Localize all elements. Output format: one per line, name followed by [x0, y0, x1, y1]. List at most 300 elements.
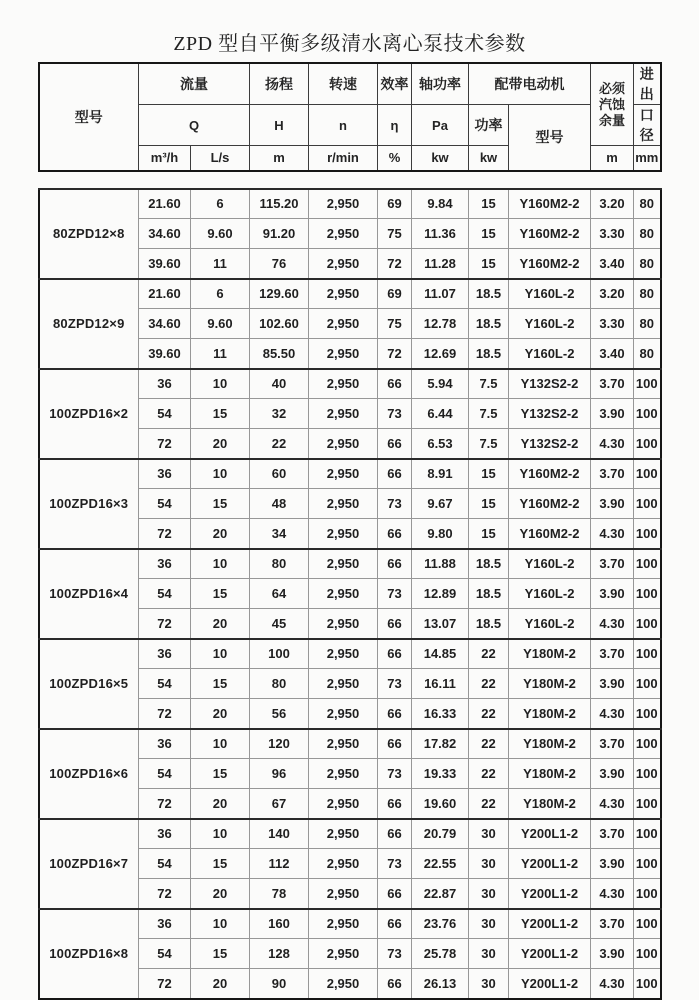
- data-cell: 36: [139, 909, 191, 939]
- data-cell: 30: [469, 969, 509, 999]
- data-cell: 85.50: [250, 339, 309, 369]
- data-cell: 160: [250, 909, 309, 939]
- data-cell: 22: [469, 729, 509, 759]
- data-cell: 3.70: [591, 909, 634, 939]
- data-cell: 9.60: [191, 219, 250, 249]
- data-cell: 100: [634, 819, 661, 849]
- data-cell: 18.5: [469, 579, 509, 609]
- data-cell: 100: [634, 399, 661, 429]
- data-cell: 2,950: [309, 549, 378, 579]
- data-cell: 72: [139, 519, 191, 549]
- data-cell: 20: [191, 789, 250, 819]
- data-cell: 3.70: [591, 369, 634, 399]
- data-cell: 4.30: [591, 429, 634, 459]
- data-cell: Y200L1-2: [509, 849, 591, 879]
- data-cell: 34: [250, 519, 309, 549]
- data-cell: 100: [634, 909, 661, 939]
- data-cell: 80: [634, 279, 661, 309]
- data-cell: 39.60: [139, 339, 191, 369]
- data-cell: 100: [634, 879, 661, 909]
- data-cell: 2,950: [309, 249, 378, 279]
- data-cell: 22: [250, 429, 309, 459]
- data-cell: 15: [191, 399, 250, 429]
- pump-model-cell: 100ZPD16×7: [39, 819, 139, 909]
- data-cell: 11.88: [412, 549, 469, 579]
- data-cell: 36: [139, 729, 191, 759]
- data-cell: 3.70: [591, 549, 634, 579]
- data-cell: Y200L1-2: [509, 819, 591, 849]
- header-cell-head-symbol: H: [250, 105, 309, 146]
- data-cell: Y180M-2: [509, 729, 591, 759]
- data-cell: 100: [634, 609, 661, 639]
- data-cell: 100: [634, 369, 661, 399]
- data-cell: Y180M-2: [509, 669, 591, 699]
- data-cell: 73: [378, 489, 412, 519]
- header-cell-port-line1: 进出: [634, 63, 661, 105]
- data-cell: 21.60: [139, 189, 191, 219]
- data-cell: 100: [634, 939, 661, 969]
- data-cell: 66: [378, 699, 412, 729]
- table-row: [39, 369, 661, 399]
- table-row: [39, 459, 661, 489]
- data-cell: 9.80: [412, 519, 469, 549]
- data-cell: 2,950: [309, 729, 378, 759]
- data-cell: 18.5: [469, 609, 509, 639]
- data-cell: 2,950: [309, 489, 378, 519]
- data-cell: 36: [139, 639, 191, 669]
- data-cell: 18.5: [469, 279, 509, 309]
- data-cell: 9.60: [191, 309, 250, 339]
- data-cell: 4.30: [591, 789, 634, 819]
- header-cell-unit-pct: %: [378, 146, 412, 171]
- data-cell: 2,950: [309, 639, 378, 669]
- data-cell: 5.94: [412, 369, 469, 399]
- header-cell-head: 扬程: [250, 63, 309, 105]
- data-cell: 2,950: [309, 459, 378, 489]
- data-cell: 15: [191, 579, 250, 609]
- header-cell-unit-mm: mm: [634, 146, 661, 171]
- data-cell: 36: [139, 819, 191, 849]
- data-cell: 54: [139, 669, 191, 699]
- data-cell: 15: [469, 459, 509, 489]
- data-cell: 10: [191, 549, 250, 579]
- data-cell: 2,950: [309, 969, 378, 999]
- pump-model-cell: 100ZPD16×2: [39, 369, 139, 459]
- data-cell: 102.60: [250, 309, 309, 339]
- data-cell: 18.5: [469, 549, 509, 579]
- data-cell: 2,950: [309, 189, 378, 219]
- data-cell: 72: [139, 609, 191, 639]
- table-row: [39, 189, 661, 219]
- data-cell: 2,950: [309, 369, 378, 399]
- pump-model-cell: 100ZPD16×3: [39, 459, 139, 549]
- data-cell: 54: [139, 849, 191, 879]
- header-cell-model: 型号: [39, 63, 139, 171]
- data-cell: 13.07: [412, 609, 469, 639]
- data-cell: 2,950: [309, 309, 378, 339]
- data-cell: 4.30: [591, 609, 634, 639]
- data-cell: 12.89: [412, 579, 469, 609]
- header-cell-unit-m: m: [250, 146, 309, 171]
- data-cell: 7.5: [469, 429, 509, 459]
- data-cell: 129.60: [250, 279, 309, 309]
- data-cell: 20: [191, 429, 250, 459]
- data-cell: 3.40: [591, 339, 634, 369]
- data-cell: 22: [469, 639, 509, 669]
- data-cell: 10: [191, 729, 250, 759]
- data-cell: 11: [191, 339, 250, 369]
- table-row: [39, 639, 661, 669]
- pump-model-cell: 100ZPD16×5: [39, 639, 139, 729]
- data-cell: 2,950: [309, 939, 378, 969]
- data-cell: 3.70: [591, 819, 634, 849]
- data-cell: 22: [469, 759, 509, 789]
- data-cell: 18.5: [469, 309, 509, 339]
- data-cell: 3.20: [591, 279, 634, 309]
- data-cell: 19.60: [412, 789, 469, 819]
- header-cell-motor-model: 型号: [509, 105, 591, 171]
- data-cell: 7.5: [469, 369, 509, 399]
- header-row-1: [39, 63, 661, 105]
- header-cell-efficiency-symbol: η: [378, 105, 412, 146]
- data-cell: 4.30: [591, 969, 634, 999]
- table-row: [39, 279, 661, 309]
- data-cell: Y160L-2: [509, 339, 591, 369]
- header-cell-unit-kw-motor: kw: [469, 146, 509, 171]
- data-cell: 45: [250, 609, 309, 639]
- data-cell: 30: [469, 939, 509, 969]
- data-cell: 80: [634, 249, 661, 279]
- header-cell-motor: 配带电动机: [469, 63, 591, 105]
- data-cell: 66: [378, 609, 412, 639]
- data-cell: 16.11: [412, 669, 469, 699]
- data-cell: Y200L1-2: [509, 909, 591, 939]
- data-cell: 15: [191, 489, 250, 519]
- header-cell-speed-symbol: n: [309, 105, 378, 146]
- data-cell: 10: [191, 639, 250, 669]
- data-cell: Y160L-2: [509, 309, 591, 339]
- data-cell: 3.70: [591, 459, 634, 489]
- data-cell: Y160L-2: [509, 549, 591, 579]
- data-cell: 20: [191, 519, 250, 549]
- data-cell: 2,950: [309, 699, 378, 729]
- data-cell: 7.5: [469, 399, 509, 429]
- data-cell: 72: [139, 789, 191, 819]
- data-cell: 11.07: [412, 279, 469, 309]
- data-cell: 100: [634, 849, 661, 879]
- data-cell: 3.90: [591, 399, 634, 429]
- data-cell: 10: [191, 369, 250, 399]
- data-cell: Y180M-2: [509, 789, 591, 819]
- data-cell: 54: [139, 759, 191, 789]
- data-cell: 80: [250, 549, 309, 579]
- data-cell: 22: [469, 789, 509, 819]
- data-cell: Y160L-2: [509, 579, 591, 609]
- data-cell: Y132S2-2: [509, 369, 591, 399]
- data-cell: 100: [634, 549, 661, 579]
- data-cell: 54: [139, 939, 191, 969]
- table-row: [39, 819, 661, 849]
- data-cell: 34.60: [139, 219, 191, 249]
- data-cell: 18.5: [469, 339, 509, 369]
- data-cell: 4.30: [591, 519, 634, 549]
- data-cell: 80: [634, 189, 661, 219]
- data-cell: 25.78: [412, 939, 469, 969]
- data-cell: 9.84: [412, 189, 469, 219]
- data-cell: 40: [250, 369, 309, 399]
- data-cell: 30: [469, 909, 509, 939]
- data-cell: 75: [378, 309, 412, 339]
- data-cell: 66: [378, 729, 412, 759]
- data-cell: 100: [634, 699, 661, 729]
- data-cell: 80: [634, 219, 661, 249]
- data-cell: 100: [634, 429, 661, 459]
- data-cell: 11: [191, 249, 250, 279]
- data-cell: Y160M2-2: [509, 489, 591, 519]
- data-cell: 15: [469, 249, 509, 279]
- data-cell: 15: [469, 519, 509, 549]
- data-cell: 2,950: [309, 219, 378, 249]
- data-cell: 66: [378, 909, 412, 939]
- data-cell: 120: [250, 729, 309, 759]
- data-cell: 128: [250, 939, 309, 969]
- data-cell: 3.70: [591, 639, 634, 669]
- page-title: ZPD 型自平衡多级清水离心泵技术参数: [173, 33, 526, 55]
- data-cell: 4.30: [591, 699, 634, 729]
- data-cell: 21.60: [139, 279, 191, 309]
- data-cell: 48: [250, 489, 309, 519]
- header-cell-unit-npsh-m: m: [591, 146, 634, 171]
- data-cell: 73: [378, 939, 412, 969]
- data-cell: 36: [139, 549, 191, 579]
- data-cell: 2,950: [309, 579, 378, 609]
- data-cell: 2,950: [309, 819, 378, 849]
- data-cell: 2,950: [309, 399, 378, 429]
- data-cell: 3.20: [591, 189, 634, 219]
- header-cell-efficiency: 效率: [378, 63, 412, 105]
- data-cell: 100: [634, 759, 661, 789]
- data-cell: Y180M-2: [509, 639, 591, 669]
- data-cell: 20.79: [412, 819, 469, 849]
- data-cell: 6.53: [412, 429, 469, 459]
- data-cell: 20: [191, 879, 250, 909]
- pump-model-cell: 100ZPD16×6: [39, 729, 139, 819]
- data-cell: 56: [250, 699, 309, 729]
- data-cell: 3.90: [591, 849, 634, 879]
- data-cell: 32: [250, 399, 309, 429]
- data-cell: 66: [378, 969, 412, 999]
- table-row: [39, 909, 661, 939]
- data-table: [38, 188, 662, 1000]
- header-cell-unit-rmin: r/min: [309, 146, 378, 171]
- data-cell: 100: [634, 489, 661, 519]
- data-cell: 10: [191, 909, 250, 939]
- data-cell: 60: [250, 459, 309, 489]
- data-cell: 54: [139, 489, 191, 519]
- data-cell: 73: [378, 579, 412, 609]
- data-cell: 3.90: [591, 489, 634, 519]
- data-cell: 2,950: [309, 609, 378, 639]
- data-cell: 6.44: [412, 399, 469, 429]
- data-cell: 22.55: [412, 849, 469, 879]
- data-cell: 2,950: [309, 909, 378, 939]
- data-cell: 9.67: [412, 489, 469, 519]
- data-cell: 73: [378, 399, 412, 429]
- data-cell: 14.85: [412, 639, 469, 669]
- data-cell: 72: [139, 879, 191, 909]
- data-cell: 96: [250, 759, 309, 789]
- data-cell: 22.87: [412, 879, 469, 909]
- data-cell: 72: [378, 249, 412, 279]
- data-cell: 66: [378, 519, 412, 549]
- pump-model-cell: 80ZPD12×9: [39, 279, 139, 369]
- data-cell: Y180M-2: [509, 699, 591, 729]
- data-cell: 39.60: [139, 249, 191, 279]
- data-cell: 12.78: [412, 309, 469, 339]
- data-cell: Y160M2-2: [509, 189, 591, 219]
- data-cell: 11.28: [412, 249, 469, 279]
- data-cell: 78: [250, 879, 309, 909]
- data-cell: 100: [634, 459, 661, 489]
- data-cell: 2,950: [309, 519, 378, 549]
- data-cell: 15: [469, 489, 509, 519]
- data-cell: 100: [250, 639, 309, 669]
- data-cell: 66: [378, 639, 412, 669]
- data-cell: 80: [250, 669, 309, 699]
- data-cell: 2,950: [309, 759, 378, 789]
- header-table: [38, 62, 662, 172]
- data-cell: 15: [191, 939, 250, 969]
- data-cell: Y160L-2: [509, 609, 591, 639]
- data-cell: 6: [191, 279, 250, 309]
- data-cell: 72: [139, 699, 191, 729]
- pump-model-cell: 100ZPD16×4: [39, 549, 139, 639]
- data-cell: 15: [191, 669, 250, 699]
- data-cell: Y200L1-2: [509, 939, 591, 969]
- header-cell-speed: 转速: [309, 63, 378, 105]
- header-cell-unit-kw-shaft: kw: [412, 146, 469, 171]
- data-cell: 3.90: [591, 759, 634, 789]
- data-cell: 66: [378, 819, 412, 849]
- data-cell: 80: [634, 309, 661, 339]
- data-cell: 2,950: [309, 879, 378, 909]
- data-cell: 66: [378, 369, 412, 399]
- data-cell: 73: [378, 669, 412, 699]
- data-cell: 8.91: [412, 459, 469, 489]
- data-cell: 76: [250, 249, 309, 279]
- data-cell: Y132S2-2: [509, 429, 591, 459]
- table-row: [39, 729, 661, 759]
- header-cell-shaft-power: 轴功率: [412, 63, 469, 105]
- data-cell: 2,950: [309, 279, 378, 309]
- data-cell: 3.30: [591, 309, 634, 339]
- data-cell: 3.40: [591, 249, 634, 279]
- data-cell: 15: [191, 849, 250, 879]
- data-cell: Y160M2-2: [509, 249, 591, 279]
- data-cell: Y160M2-2: [509, 519, 591, 549]
- data-cell: 72: [139, 969, 191, 999]
- data-cell: 67: [250, 789, 309, 819]
- data-cell: 3.90: [591, 579, 634, 609]
- data-cell: 15: [469, 219, 509, 249]
- data-cell: 100: [634, 669, 661, 699]
- data-cell: 6: [191, 189, 250, 219]
- data-cell: 75: [378, 219, 412, 249]
- data-cell: Y180M-2: [509, 759, 591, 789]
- data-cell: 15: [191, 759, 250, 789]
- data-table-body: [39, 189, 661, 999]
- data-cell: Y200L1-2: [509, 969, 591, 999]
- data-cell: 2,950: [309, 339, 378, 369]
- data-cell: 19.33: [412, 759, 469, 789]
- data-cell: 26.13: [412, 969, 469, 999]
- data-cell: 2,950: [309, 849, 378, 879]
- data-cell: Y200L1-2: [509, 879, 591, 909]
- data-cell: 30: [469, 849, 509, 879]
- data-cell: 36: [139, 369, 191, 399]
- data-cell: 100: [634, 969, 661, 999]
- data-cell: 100: [634, 519, 661, 549]
- data-cell: 66: [378, 789, 412, 819]
- data-cell: 80: [634, 339, 661, 369]
- data-cell: 66: [378, 459, 412, 489]
- data-cell: 20: [191, 609, 250, 639]
- header-cell-shaft-power-symbol: Pa: [412, 105, 469, 146]
- data-cell: Y160M2-2: [509, 459, 591, 489]
- header-cell-flow-symbol: Q: [139, 105, 250, 146]
- data-cell: 34.60: [139, 309, 191, 339]
- data-cell: 140: [250, 819, 309, 849]
- data-cell: 72: [139, 429, 191, 459]
- data-cell: 54: [139, 579, 191, 609]
- header-cell-port-line2: 口径: [634, 105, 661, 146]
- data-cell: 12.69: [412, 339, 469, 369]
- data-cell: 115.20: [250, 189, 309, 219]
- data-cell: 3.30: [591, 219, 634, 249]
- data-cell: 3.90: [591, 669, 634, 699]
- data-cell: 90: [250, 969, 309, 999]
- data-cell: Y160M2-2: [509, 219, 591, 249]
- data-cell: 72: [378, 339, 412, 369]
- data-cell: 30: [469, 879, 509, 909]
- data-cell: 69: [378, 279, 412, 309]
- data-cell: 17.82: [412, 729, 469, 759]
- data-cell: 100: [634, 789, 661, 819]
- data-cell: 3.70: [591, 729, 634, 759]
- data-cell: 16.33: [412, 699, 469, 729]
- data-cell: 20: [191, 969, 250, 999]
- header-cell-unit-m3h: m³/h: [139, 146, 191, 171]
- table-gap: [0, 172, 699, 188]
- header-cell-npsh: 必须汽蚀余量: [591, 63, 634, 146]
- data-cell: 2,950: [309, 429, 378, 459]
- data-cell: 100: [634, 729, 661, 759]
- data-cell: 36: [139, 459, 191, 489]
- data-cell: 2,950: [309, 669, 378, 699]
- data-cell: 10: [191, 819, 250, 849]
- data-cell: 15: [469, 189, 509, 219]
- data-cell: 91.20: [250, 219, 309, 249]
- pump-model-cell: 100ZPD16×8: [39, 909, 139, 999]
- data-cell: 20: [191, 699, 250, 729]
- data-cell: 23.76: [412, 909, 469, 939]
- header-cell-motor-power: 功率: [469, 105, 509, 146]
- data-cell: 66: [378, 429, 412, 459]
- data-cell: 69: [378, 189, 412, 219]
- data-cell: 11.36: [412, 219, 469, 249]
- data-cell: Y132S2-2: [509, 399, 591, 429]
- data-cell: 4.30: [591, 879, 634, 909]
